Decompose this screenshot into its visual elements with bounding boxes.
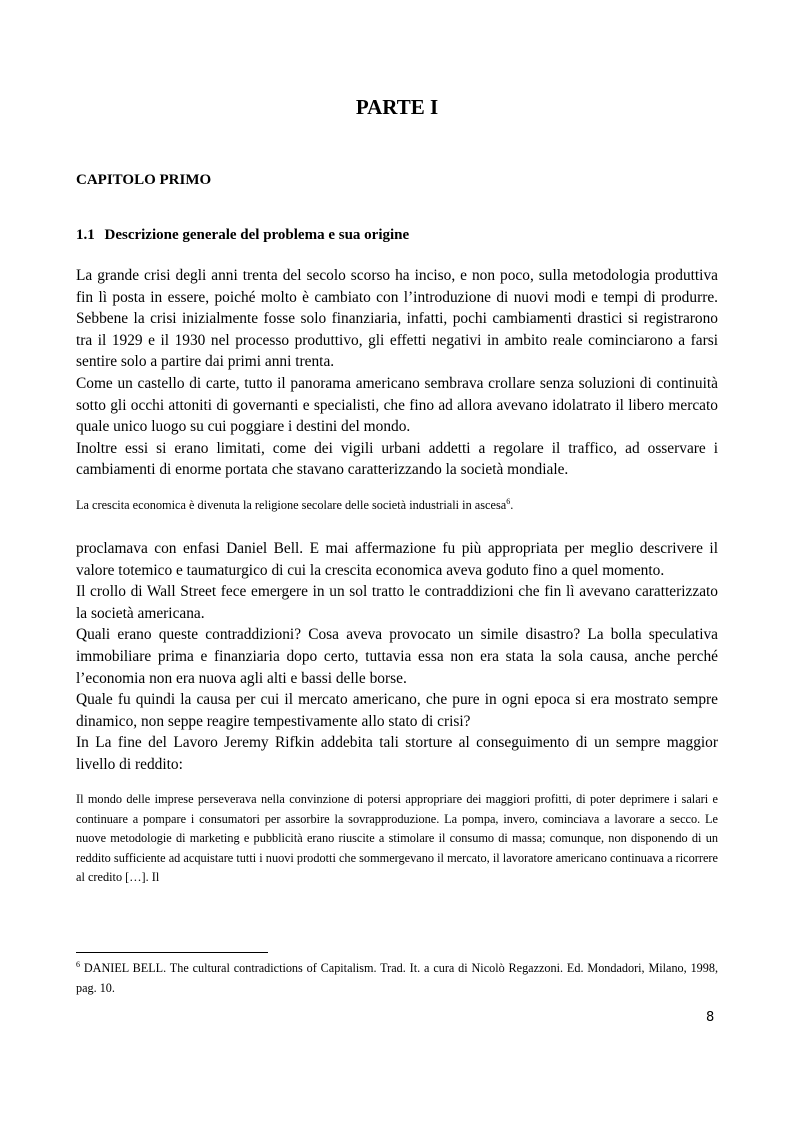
paragraph: Quale fu quindi la causa per cui il mercato americano, che pure in ogni epoca si era mostrato sempre dinamico, non seppe reagire tempestivamente allo stato di crisi? [76, 691, 718, 730]
paragraph: Come un castello di carte, tutto il panorama americano sembrava crollare senza soluzioni di continuità sotto gli occhi attoniti di governanti e specialisti, che fino ad allora avevano idolatrato il libero mercato quale unico luogo su cui poggiare i destini del mondo. [76, 374, 718, 436]
paragraph: Inoltre essi si erano limitati, come dei vigili urbani addetti a regolare il traffico, ad osservare i cambiamenti di enorme portata che stavano caratterizzando la società mondiale. [76, 439, 718, 479]
block-quote-rifkin: Il mondo delle imprese perseverava nella convinzione di potersi appropriare dei maggiori profitti, di poter deprimere i salari e continuare a pompare i consumatori per assorbire la sovrapproduzione. La pompa, invero, cominciava a lavorare a secco. Le nuove metodologie di marketing e pubblicità erano riuscite a stimolare il consumo di massa; comunque, non disponendo di un reddito sufficiente ad acquistare tutti i nuovi prodotti che sommergevano il mercato, il lavoratore americano continuava a ricorrere al credito […]. Il [76, 792, 718, 884]
body-text-block-2 [76, 538, 718, 776]
paragraph: La grande crisi degli anni trenta del secolo scorso ha inciso, e non poco, sulla metodologia produttiva fin lì posta in essere, poiché molto è cambiato con l’introduzione di nuovi modi e tempi di produrre. Sebbene la crisi inizialmente fosse solo finanziaria, infatti, pochi cambiamenti drastici si registrarono tra il 1929 e il 1930 nel processo produttivo, gli effetti negativi in ambito reale cominciarono a farsi sentire solo a partire dai primi anni trenta. [76, 267, 718, 371]
footnote-mark: 6 [76, 959, 80, 969]
paragraph: In La fine del Lavoro Jeremy Rifkin addebita tali storture al conseguimento di un sempre maggior livello di reddito: [76, 734, 718, 773]
body-text-block-1 [76, 265, 718, 481]
section-title: Descrizione generale del problema e sua origine [104, 227, 410, 243]
paragraph: proclamava con enfasi Daniel Bell. E mai affermazione fu più appropriata per meglio descrivere il valore totemico e taumaturgico di cui la crescita economica aveva goduto fino a quel momento. [76, 540, 718, 579]
quote-text: La crescita economica è divenuta la religione secolare delle società industriali in ascesa [76, 498, 507, 512]
section-number: 1.1 [76, 227, 95, 243]
paragraph: Il crollo di Wall Street fece emergere in un sol tratto le contraddizioni che fin lì avevano caratterizzato la società americana. [76, 583, 718, 622]
chapter-title: CAPITOLO PRIMO [76, 172, 212, 188]
footnote-separator [76, 952, 268, 953]
block-quote-bell [76, 496, 718, 516]
footnote [76, 958, 718, 998]
section-heading [76, 227, 409, 244]
part-title: PARTE I [355, 95, 439, 119]
quote-trailing: . [510, 498, 514, 512]
footnote-reference: 6 [506, 496, 511, 506]
footnote-text: DANIEL BELL. The cultural contradictions of Capitalism. Trad. It. a cura di Nicolò Regazzoni. Ed. Mondadori, Milano, 1998, pag. 10. [76, 961, 718, 995]
paragraph: Quali erano queste contraddizioni? Cosa aveva provocato un simile disastro? La bolla speculativa immobiliare prima e finanziaria dopo certo, tuttavia essa non era stata la sola causa, anche perché l’economia non era nuova agli alti e bassi delle borse. [76, 626, 718, 687]
page-number: 8 [706, 1010, 715, 1025]
